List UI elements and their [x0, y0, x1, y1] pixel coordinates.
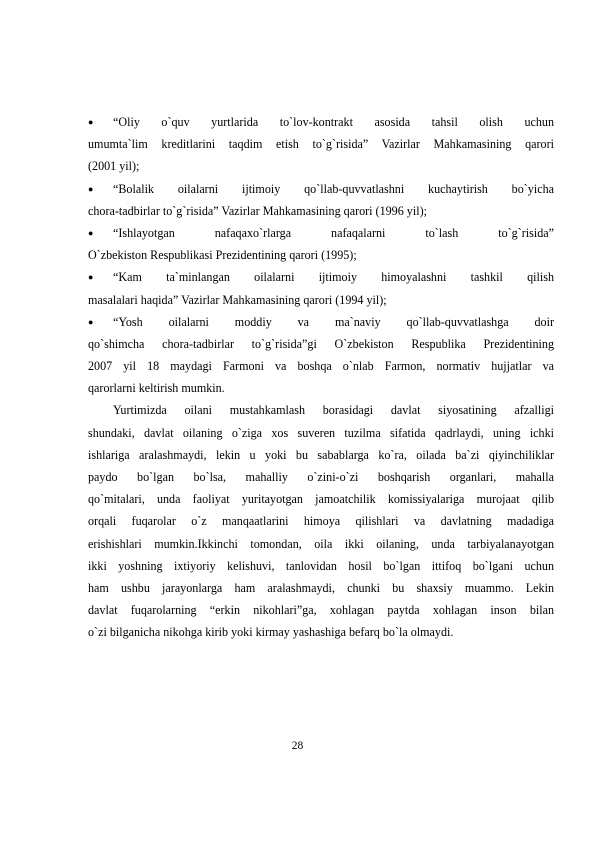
bullet-item-1-line-1 [88, 111, 554, 133]
bullet-text: “Ishlayotgan nafaqaxo`rlarga nafaqalarni to`lash to`g`risida” [113, 225, 554, 240]
bullet-icon: ● [88, 183, 94, 194]
bullet-item-4-line-2: masalalari haqida” Vazirlar Mahkamasining qarori (1994 yil); [88, 292, 387, 307]
paragraph-line-10: davlat fuqarolarning “erkin nikohlari”ga, xohlagan paytda xohlagan inson bilan [88, 603, 554, 618]
paragraph-line-4: paydo bo`lgan bo`lsa, mahalliy o`zini-o`zi boshqarish organlari, mahalla [88, 470, 554, 484]
bullet-icon: ● [88, 316, 94, 327]
bullet-icon: ● [88, 227, 94, 238]
bullet-item-5-line-3: 2007 yil 18 maydagi Farmoni va boshqa o`nlab Farmon, normativ hujjatlar va [88, 359, 554, 374]
paragraph-line-2: shundaki, davlat oilaning o`ziga xos suveren tuzilma sifatida qadrlaydi, uning ichki [88, 425, 554, 440]
paragraph-line-5: qo`mitalari, unda faoliyat yuritayotgan jamoatchilik komissiyalariga murojaat qilib [88, 492, 554, 507]
bullet-icon: ● [88, 272, 94, 283]
bullet-item-5-line-2: qo`shimcha chora-tadbirlar to`g`risida”gi O`zbekiston Respublika Prezidentining [88, 336, 554, 351]
bullet-icon: ● [88, 117, 94, 127]
bullet-item-3-line-1 [88, 222, 554, 244]
bullet-text: “Kam ta`minlangan oilalarni ijtimoiy himoyalashni tashkil qilish [113, 270, 554, 285]
bullet-text: “Yosh oilalarni moddiy va ma`naviy qo`llab-quvvatlashga doir [113, 314, 554, 329]
bullet-item-2-line-2: chora-tadbirlar to`g`risida” Vazirlar Mahkamasining qarori (1996 yil); [88, 203, 427, 218]
paragraph-line-1: Yurtimizda oilani mustahkamlash borasidagi davlat siyosatining afzalligi [113, 403, 554, 418]
bullet-item-3-line-2: O`zbekiston Respublikasi Prezidentining qarori (1995); [88, 248, 357, 263]
paragraph-line-8: ikki yoshning ixtiyoriy kelishuvi, tanlovidan hosil bo`lgan ittifoq bo`lgani uchun [88, 558, 554, 573]
bullet-item-4-line-1 [88, 266, 554, 288]
bullet-text: “Oliy o`quv yurtlarida to`lov-kontrakt asosida tahsil olish uchun [113, 115, 554, 129]
bullet-item-1-line-2: umumta`lim kreditlarini taqdim etish to`g`risida” Vazirlar Mahkamasining qarori [88, 137, 554, 152]
bullet-item-5-line-4: qarorlarni keltirish mumkin. [88, 381, 225, 396]
bullet-text: “Bolalik oilalarni ijtimoiy qo`llab-quvvatlashni kuchaytirish bo`yicha [113, 181, 554, 196]
document-body [88, 111, 554, 644]
bullet-item-5-line-1 [88, 311, 554, 333]
paragraph-line-11: o`zi bilganicha nikohga kirib yoki kirmay yashashiga befarq bo`la olmaydi. [88, 625, 454, 640]
bullet-item-2-line-1 [88, 178, 554, 200]
paragraph-line-6: orqali fuqarolar o`z manqaatlarini himoya qilishlari va davlatning madadiga [88, 514, 554, 529]
paragraph-line-7: erishishlari mumkin.Ikkinchi tomondan, oila ikki oilaning, unda tarbiyalanayotgan [88, 536, 554, 551]
page-number: 28 [291, 740, 304, 752]
bullet-item-1-line-3: (2001 yil); [88, 159, 140, 174]
paragraph-line-3: ishlariga aralashmaydi, lekin u yoki bu sabablarga ko`ra, oilada ba`zi qiyinchiliklar [88, 447, 554, 462]
paragraph-line-9: ham ushbu jarayonlarga ham aralashmaydi, chunki bu shaxsiy muammo. Lekin [88, 580, 554, 595]
